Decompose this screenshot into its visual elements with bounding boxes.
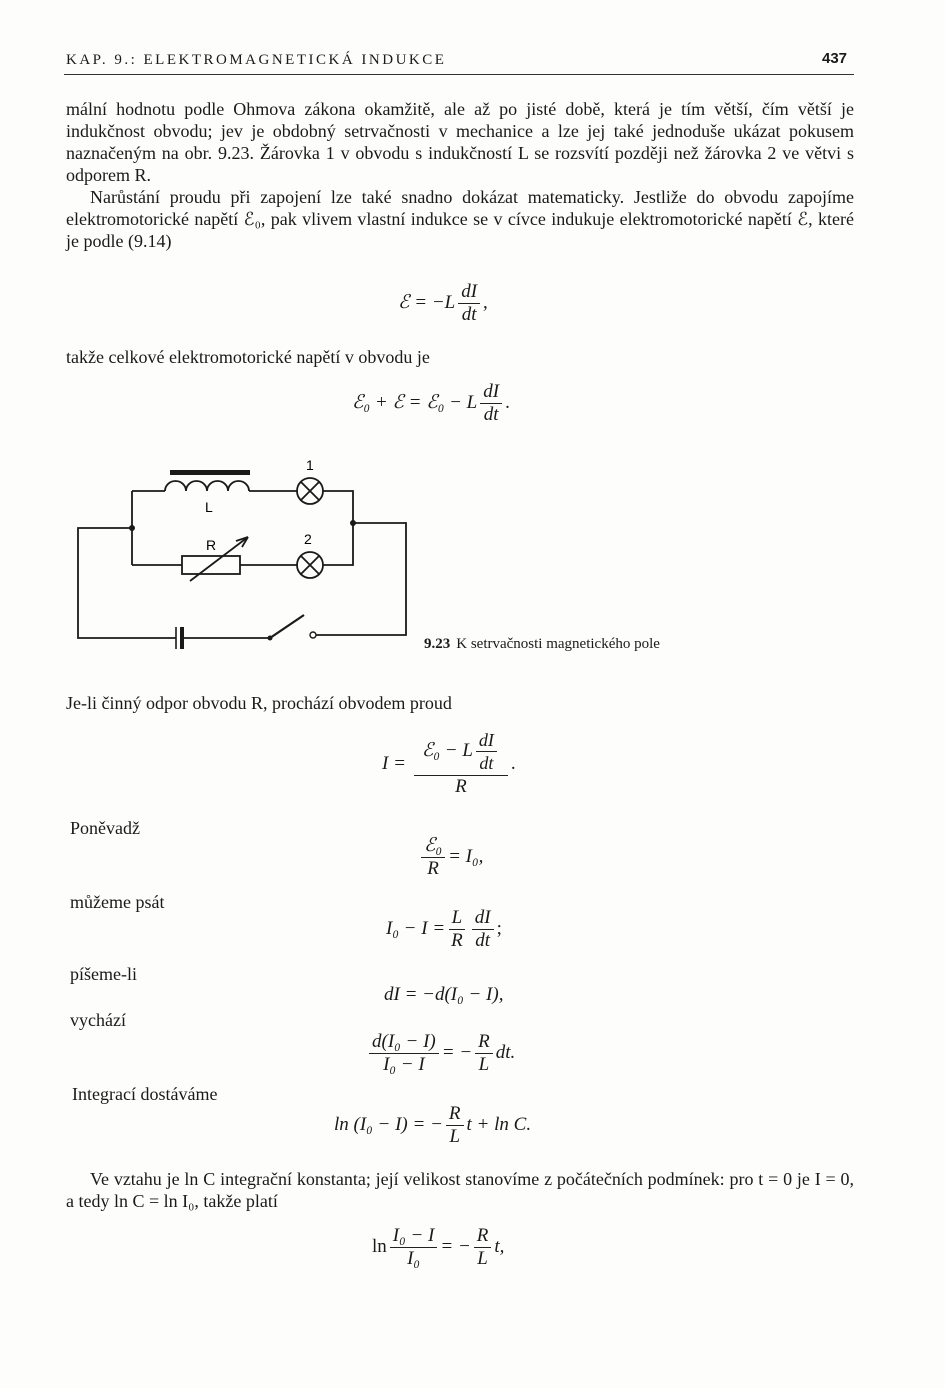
eq5-den2: dt: [475, 930, 491, 951]
label-poncevadz: Poněvadž: [70, 818, 140, 838]
equation-7: [366, 1032, 515, 1075]
eq9-num: I₀ − I: [390, 1226, 438, 1248]
label-piseme-li: píšeme-li: [70, 964, 137, 984]
equation-4: [418, 836, 483, 879]
paragraph-3: [66, 346, 854, 368]
eq3-num-c: dt: [479, 753, 494, 773]
eq9-tail: t,: [494, 1235, 505, 1257]
eq3-num-b: dI: [476, 730, 497, 752]
eq1-tail: ,: [483, 291, 488, 313]
eq3-num-a: ℰ₀ − L: [421, 739, 473, 761]
label-L: L: [205, 499, 213, 515]
eq5-den1: R: [451, 930, 463, 951]
eq4-rhs: = I₀,: [448, 845, 484, 867]
label-vychazi: vychází: [70, 1010, 126, 1030]
wire-top-right: [323, 491, 353, 523]
wire-outer-left: [78, 528, 176, 638]
figure-caption: [424, 636, 660, 653]
eq1-lhs: ℰ = −L: [398, 291, 456, 313]
label-2: 2: [304, 531, 312, 547]
equation-2: [352, 382, 510, 425]
eq9-den2: L: [477, 1248, 488, 1269]
eq4-den: R: [427, 858, 439, 879]
paragraph-5-text: Ve vztahu je ln C integrační konstanta; její velikost stanovíme z počátečních podmínek: pro t = 0 je I = 0, a tedy ln C = ln I₀, takže platí: [66, 1169, 854, 1211]
eq2-num: dI: [480, 382, 502, 404]
paragraph-1: [66, 98, 854, 252]
header-rule: [64, 74, 854, 75]
label-R: R: [206, 537, 217, 553]
junction-right: [350, 520, 356, 526]
eq7-num2: R: [475, 1032, 493, 1054]
paragraph-4-text: Je-li činný odpor obvodu R, prochází obvodem proud: [66, 693, 452, 713]
equation-5: [386, 908, 502, 951]
eq8-num: R: [446, 1104, 464, 1126]
junction-left: [129, 525, 135, 531]
paragraph-1-text: mální hodnotu podle Ohmova zákona okamžitě, ale až po jisté době, která je tím větší, čím větší je indukčnost obvodu; jev je obdobný setrvačnosti v mechanice a lze jej také jednoduše ukázat pokusem naznačeným na obr. 9.23. Žárovka 1 v obvodu s indukčností L se rozsvítí později než žárovka 2 ve větvi s odporem R.: [66, 99, 854, 185]
equation-9: [372, 1226, 504, 1269]
label-integraci: Integrací dostáváme: [72, 1084, 218, 1104]
equation-8: [334, 1104, 531, 1147]
equation-6: dI = −d(I₀ − I),: [384, 984, 504, 1005]
paragraph-2-text: Narůstání proudu při zapojení lze také snadno dokázat matematicky. Jestliže do obvodu zapojíme elektromotorické napětí ℰ₀, pak vlivem vlastní indukce se v cívce indukuje elektromotorické napětí ℰ, které je podle (9.14): [66, 187, 854, 251]
eq7-den: I₀ − I: [383, 1054, 425, 1075]
equation-1: [398, 282, 488, 325]
inductor-coil: [165, 481, 249, 491]
eq5-num1: L: [449, 908, 466, 930]
switch-pivot: [268, 636, 273, 641]
label-muzeme-psat: můžeme psát: [70, 892, 165, 912]
eq1-num: dI: [458, 282, 480, 304]
eq2-den: dt: [483, 404, 499, 425]
equation-3: [382, 730, 516, 797]
switch-contact: [310, 632, 316, 638]
circuit-diagram: [70, 455, 415, 655]
eq2-lhs: ℰ₀ + ℰ = ℰ₀ − L: [352, 391, 478, 413]
eq9-lhs: ln: [372, 1235, 387, 1257]
running-header: KAP. 9.: ELEKTROMAGNETICKÁ INDUKCE: [66, 52, 447, 68]
paragraph-5: [66, 1168, 854, 1212]
eq4-num: ℰ₀: [421, 836, 445, 858]
eq8-den: L: [449, 1126, 461, 1147]
figure-caption-text: K setrvačnosti magnetického pole: [456, 636, 660, 652]
eq7-num: d(I₀ − I): [369, 1032, 439, 1054]
lamp-1-cross: [301, 482, 319, 500]
eq9-den: I₀: [407, 1248, 421, 1269]
eq5-num2: dI: [472, 908, 494, 930]
wire-bottom-right: [323, 523, 353, 565]
eq7-tail: dt.: [495, 1041, 516, 1063]
lamp-2-cross: [301, 556, 319, 574]
wire-outer-right: [315, 523, 406, 635]
iron-core: [170, 470, 250, 475]
eq1-den: dt: [461, 304, 477, 325]
eq3-tail: .: [510, 752, 516, 774]
eq3-lhs: I =: [382, 752, 406, 774]
eq7-mid: = −: [441, 1041, 473, 1063]
eq9-mid: = −: [440, 1235, 471, 1257]
eq8-tail: t + ln C.: [466, 1113, 532, 1135]
switch-lever: [270, 615, 304, 638]
label-1: 1: [306, 457, 314, 473]
eq3-den: R: [455, 776, 467, 797]
eq9-num2: R: [474, 1226, 492, 1248]
page-number: 437: [822, 50, 848, 67]
paragraph-3-text: takže celkové elektromotorické napětí v obvodu je: [66, 347, 430, 367]
eq5-tail: ;: [496, 917, 502, 939]
eq5-lhs: I₀ − I =: [386, 917, 446, 939]
eq2-tail: .: [505, 391, 510, 413]
figure-number: 9.23: [424, 636, 451, 652]
eq7-den2: L: [478, 1054, 490, 1075]
eq8-lhs: ln (I₀ − I) = −: [334, 1113, 443, 1135]
paragraph-4: [66, 692, 854, 714]
